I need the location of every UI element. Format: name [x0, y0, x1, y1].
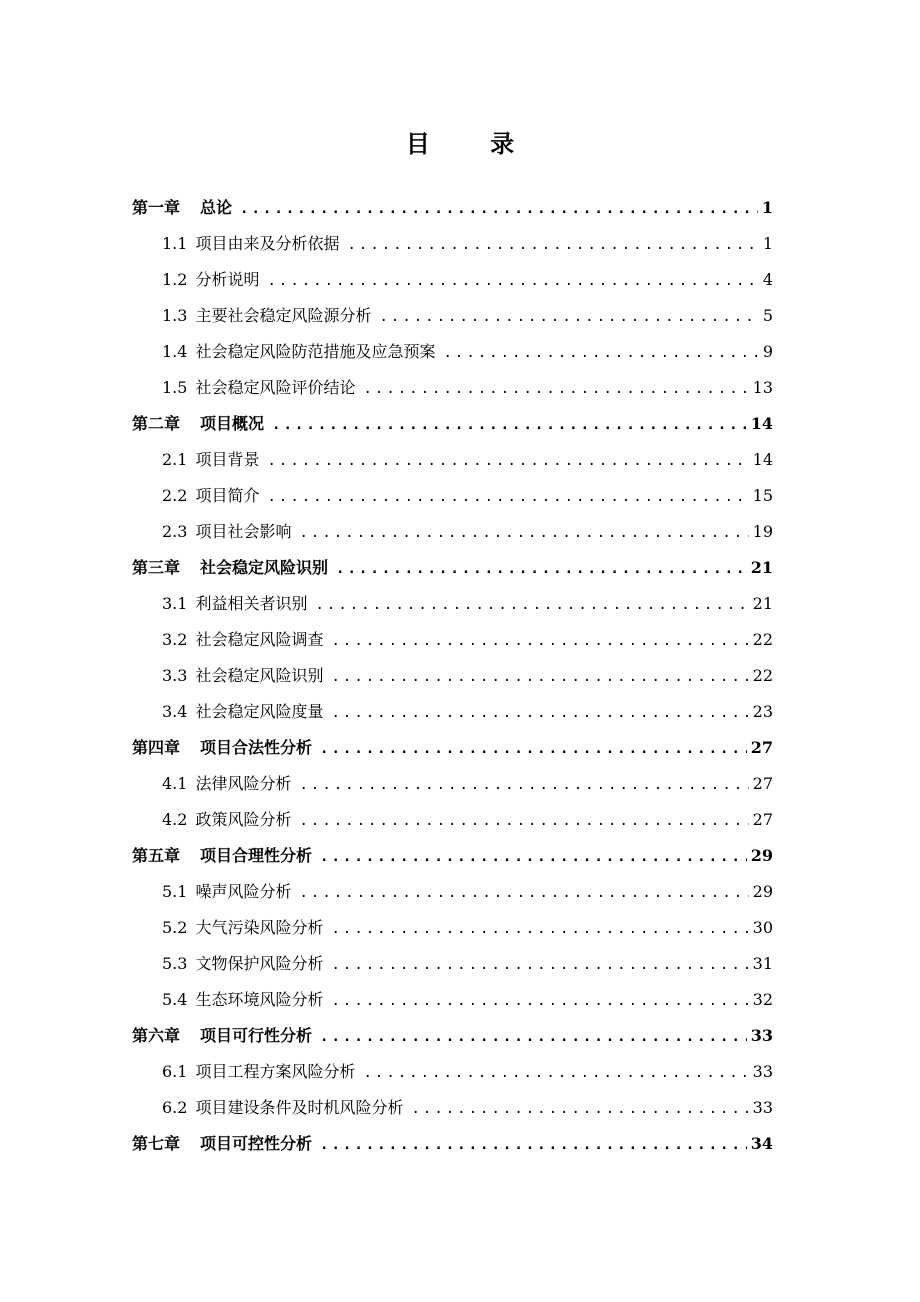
toc-entry-number: 6.2: [162, 1098, 188, 1117]
toc-entry-title: 项目简介: [195, 486, 260, 505]
toc-entry-title: 主要社会稳定风险源分析: [195, 306, 372, 325]
toc-entry-text: [132, 1126, 312, 1162]
toc-chapter-entry[interactable]: [132, 1018, 773, 1054]
toc-page-number: 4: [762, 270, 773, 289]
toc-chapter-entry[interactable]: [132, 550, 773, 586]
toc-dot-leader: [331, 695, 748, 730]
toc-dot-leader: [267, 263, 758, 298]
toc-entry-number: 3.2: [162, 630, 188, 649]
toc-dot-leader: [267, 479, 748, 514]
toc-entry-text: [162, 478, 259, 514]
toc-page-number: 22: [752, 666, 773, 685]
toc-section-entry[interactable]: [132, 262, 773, 298]
toc-entry-number: 2.3: [162, 522, 188, 541]
toc-entry-text: [162, 262, 259, 298]
toc-section-entry[interactable]: [132, 586, 773, 622]
toc-page-number: 14: [752, 450, 773, 469]
toc-entry-title: 利益相关者识别: [195, 594, 308, 613]
toc-page-number: 29: [752, 882, 773, 901]
toc-section-entry[interactable]: [132, 946, 773, 982]
toc-entry-text: [162, 766, 291, 802]
toc-page-number: 1: [762, 234, 773, 253]
toc-entry-text: [132, 406, 264, 442]
toc-page-number: 19: [752, 522, 773, 541]
toc-page-number: 22: [752, 630, 773, 649]
toc-section-entry[interactable]: [132, 658, 773, 694]
toc-entry-title: 社会稳定风险评价结论: [195, 378, 356, 397]
toc-section-entry[interactable]: [132, 226, 773, 262]
toc-entry-number: 1.2: [162, 270, 188, 289]
toc-entry-text: [162, 298, 371, 334]
toc-entry-title: 噪声风险分析: [195, 882, 292, 901]
toc-entry-title: 项目合理性分析: [200, 846, 313, 865]
toc-dot-leader: [363, 371, 748, 406]
toc-entry-number: 3.4: [162, 702, 188, 721]
toc-entry-text: [162, 910, 323, 946]
toc-entry-text: [132, 838, 312, 874]
toc-entry-text: [162, 514, 291, 550]
toc-page-number: 33: [752, 1098, 773, 1117]
toc-entry-text: [162, 370, 355, 406]
toc-entry-number: 第五章: [132, 846, 181, 865]
toc-section-entry[interactable]: [132, 442, 773, 478]
toc-entry-title: 社会稳定风险调查: [195, 630, 324, 649]
toc-entry-text: [162, 622, 323, 658]
toc-dot-leader: [320, 731, 747, 766]
toc-entry-text: [162, 982, 323, 1018]
toc-entry-number: 1.1: [162, 234, 188, 253]
toc-page-number: 21: [750, 558, 773, 577]
toc-page-number: 33: [752, 1062, 773, 1081]
toc-entry-number: 5.2: [162, 918, 188, 937]
toc-section-entry[interactable]: [132, 802, 773, 838]
toc-entry-number: 第四章: [132, 738, 181, 757]
toc-chapter-entry[interactable]: [132, 730, 773, 766]
toc-entry-number: 1.5: [162, 378, 188, 397]
toc-page-number: 13: [752, 378, 773, 397]
toc-entry-text: [132, 550, 328, 586]
toc-dot-leader: [315, 587, 748, 622]
toc-page-number: 29: [750, 846, 773, 865]
toc-dot-leader: [331, 983, 748, 1018]
toc-entry-title: 文物保护风险分析: [195, 954, 324, 973]
toc-chapter-entry[interactable]: [132, 190, 773, 226]
toc-dot-leader: [272, 407, 747, 442]
toc-section-entry[interactable]: [132, 1090, 773, 1126]
toc-dot-leader: [320, 1127, 747, 1162]
toc-dot-leader: [299, 803, 748, 838]
toc-entry-title: 法律风险分析: [195, 774, 292, 793]
toc-page-number: 15: [752, 486, 773, 505]
toc-entry-title: 项目可行性分析: [200, 1026, 313, 1045]
toc-entry-title: 社会稳定风险识别: [195, 666, 324, 685]
toc-section-entry[interactable]: [132, 514, 773, 550]
toc-entry-number: 2.2: [162, 486, 188, 505]
toc-entry-title: 项目背景: [195, 450, 260, 469]
toc-entry-number: 6.1: [162, 1062, 188, 1081]
toc-dot-leader: [411, 1091, 748, 1126]
toc-section-entry[interactable]: [132, 910, 773, 946]
toc-page-number: 33: [750, 1026, 773, 1045]
toc-entry-number: 第二章: [132, 414, 181, 433]
toc-entry-text: [132, 730, 312, 766]
toc-entry-text: [162, 802, 291, 838]
toc-entry-text: [162, 658, 323, 694]
toc-dot-leader: [331, 911, 748, 946]
toc-entry-title: 项目社会影响: [195, 522, 292, 541]
toc-entry-text: [162, 1090, 403, 1126]
toc-page-number: 27: [752, 810, 773, 829]
toc-entry-title: 项目建设条件及时机风险分析: [195, 1098, 404, 1117]
toc-dot-leader: [379, 299, 758, 334]
toc-page-number: 14: [750, 414, 773, 433]
toc-entry-number: 5.3: [162, 954, 188, 973]
toc-entry-title: 项目由来及分析依据: [195, 234, 340, 253]
toc-section-entry[interactable]: [132, 334, 773, 370]
toc-entry-number: 第三章: [132, 558, 181, 577]
toc-entry-text: [132, 190, 232, 226]
toc-entry-number: 4.2: [162, 810, 188, 829]
toc-section-entry[interactable]: [132, 622, 773, 658]
toc-dot-leader: [240, 191, 758, 226]
toc-title: 目 录: [405, 129, 541, 158]
toc-entry-number: 第一章: [132, 198, 181, 217]
toc-section-entry[interactable]: [132, 1054, 773, 1090]
toc-entry-title: 项目概况: [200, 414, 265, 433]
toc-page-number: 23: [752, 702, 773, 721]
toc-page-number: 34: [750, 1134, 773, 1153]
toc-section-entry[interactable]: [132, 694, 773, 730]
toc-dot-leader: [299, 767, 748, 802]
toc-page-number: 32: [752, 990, 773, 1009]
toc-entry-number: 第七章: [132, 1134, 181, 1153]
toc-list: [132, 190, 773, 1162]
toc-dot-leader: [347, 227, 758, 262]
toc-dot-leader: [331, 623, 748, 658]
toc-entry-number: 5.4: [162, 990, 188, 1009]
toc-entry-number: 3.3: [162, 666, 188, 685]
toc-dot-leader: [331, 659, 748, 694]
toc-section-entry[interactable]: [132, 478, 773, 514]
toc-dot-leader: [336, 551, 747, 586]
toc-entry-number: 4.1: [162, 774, 188, 793]
toc-entry-text: [162, 334, 435, 370]
toc-page-number: 27: [750, 738, 773, 757]
toc-page-number: 21: [752, 594, 773, 613]
toc-page-number: 9: [762, 342, 773, 361]
toc-dot-leader: [331, 947, 748, 982]
toc-section-entry[interactable]: [132, 874, 773, 910]
toc-dot-leader: [299, 875, 748, 910]
toc-section-entry[interactable]: [132, 298, 773, 334]
toc-entry-number: 5.1: [162, 882, 188, 901]
toc-entry-number: 1.4: [162, 342, 188, 361]
toc-page-number: 5: [762, 306, 773, 325]
toc-entry-title: 大气污染风险分析: [195, 918, 324, 937]
toc-entry-title: 项目合法性分析: [200, 738, 313, 757]
toc-chapter-entry[interactable]: [132, 406, 773, 442]
toc-entry-title: 总论: [200, 198, 233, 217]
toc-section-entry[interactable]: [132, 370, 773, 406]
toc-page-number: 30: [752, 918, 773, 937]
toc-dot-leader: [320, 1019, 747, 1054]
toc-page-number: 1: [761, 198, 773, 217]
toc-entry-title: 分析说明: [195, 270, 260, 289]
toc-page-number: 27: [752, 774, 773, 793]
toc-entry-title: 项目可控性分析: [200, 1134, 313, 1153]
toc-dot-leader: [267, 443, 748, 478]
toc-section-entry[interactable]: [132, 982, 773, 1018]
toc-entry-text: [162, 226, 339, 262]
toc-entry-number: 第六章: [132, 1026, 181, 1045]
toc-page-number: 31: [752, 954, 773, 973]
toc-entry-text: [162, 946, 323, 982]
toc-dot-leader: [363, 1055, 748, 1090]
toc-entry-number: 1.3: [162, 306, 188, 325]
toc-entry-number: 3.1: [162, 594, 188, 613]
toc-chapter-entry[interactable]: [132, 838, 773, 874]
toc-dot-leader: [320, 839, 747, 874]
toc-entry-title: 生态环境风险分析: [195, 990, 324, 1009]
toc-entry-title: 社会稳定风险度量: [195, 702, 324, 721]
toc-entry-text: [162, 874, 291, 910]
toc-entry-number: 2.1: [162, 450, 188, 469]
toc-entry-title: 社会稳定风险防范措施及应急预案: [195, 342, 436, 361]
toc-entry-title: 社会稳定风险识别: [200, 558, 329, 577]
toc-entry-text: [162, 586, 307, 622]
toc-dot-leader: [299, 515, 748, 550]
toc-dot-leader: [443, 335, 758, 370]
toc-entry-title: 项目工程方案风险分析: [195, 1062, 356, 1081]
toc-entry-text: [162, 442, 259, 478]
toc-chapter-entry[interactable]: [132, 1126, 773, 1162]
toc-entry-text: [162, 694, 323, 730]
toc-entry-title: 政策风险分析: [195, 810, 292, 829]
toc-entry-text: [132, 1018, 312, 1054]
toc-entry-text: [162, 1054, 355, 1090]
toc-section-entry[interactable]: [132, 766, 773, 802]
